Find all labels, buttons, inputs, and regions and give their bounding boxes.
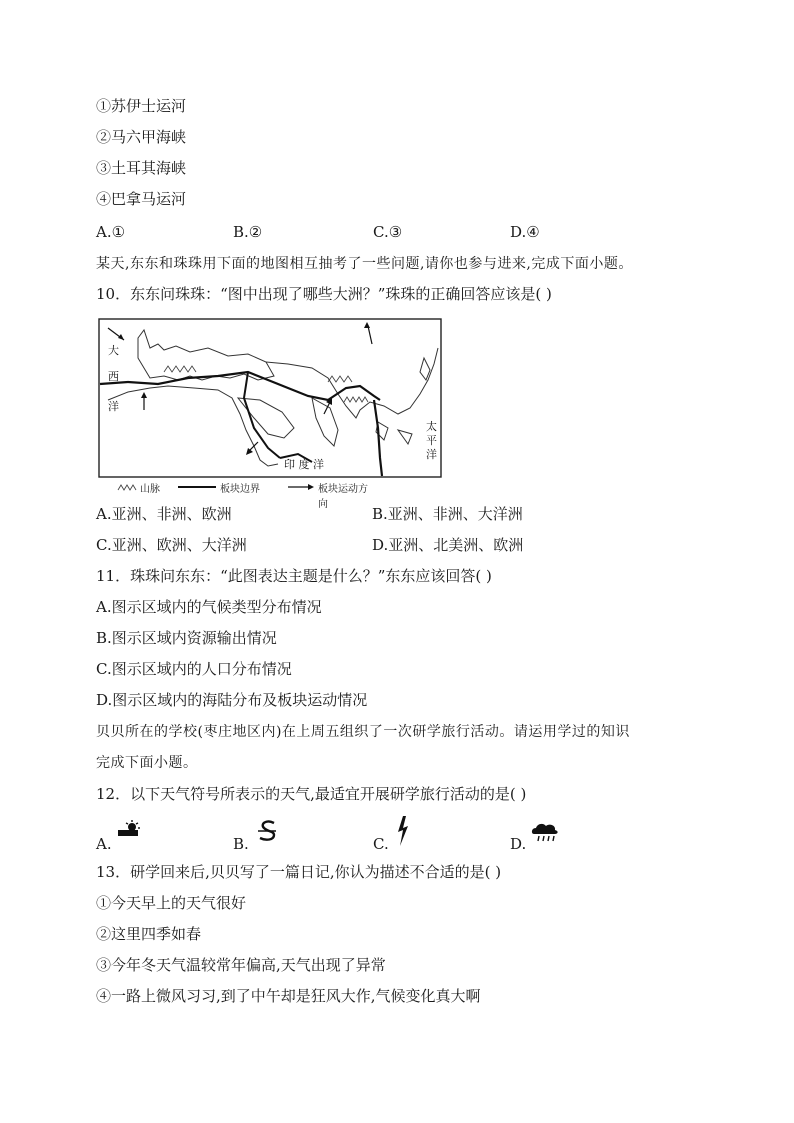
sandstorm-icon [116,820,142,844]
map-label-yang: 洋 [108,400,119,413]
q10-choice-b: B.亚洲、非洲、大洋洲 [372,505,523,523]
map-label-pacific-2: 平 [426,434,437,447]
q13-item-4: ④一路上微风习习,到了中午却是狂风大作,气候变化真大啊 [96,987,481,1005]
rain-icon [531,822,559,848]
typhoon-icon [254,818,280,848]
legend-boundary: 板块边界 [220,484,260,495]
q9-option-4: ④巴拿马运河 [96,190,187,208]
map-legend [116,479,376,510]
q9-option-2: ②马六甲海峡 [96,128,187,146]
map-label-pacific-1: 太 [426,420,437,433]
q11-choice-c: C.图示区域内的人口分布情况 [96,660,292,678]
q10-choice-c: C.亚洲、欧洲、大洋洲 [96,536,247,554]
q12-choice-b: B. [233,835,249,853]
legend-mountain: 山脉 [140,484,160,495]
q13-item-1: ①今天早上的天气很好 [96,894,247,912]
q13-item-3: ③今年冬天气温较常年偏高,天气出现了异常 [96,956,386,974]
q9-choice-c: C.③ [373,223,403,241]
mountain-icon [118,485,136,490]
q11-choice-d: D.图示区域内的海陆分布及板块运动情况 [96,691,368,709]
q11-choice-b: B.图示区域内资源输出情况 [96,629,277,647]
q11-choice-a: A.图示区域内的气候类型分布情况 [96,598,322,616]
map-label-xi: 西 [108,370,119,383]
map-label-indian: 印 度 洋 [284,458,324,471]
q10-choice-d: D.亚洲、北美洲、欧洲 [372,536,524,554]
q12-stem: 12．以下天气符号所表示的天气,最适宜开展研学旅行活动的是( ) [96,785,527,803]
q10-stem: 10．东东问珠珠：“图中出现了哪些大洲？”珠珠的正确回答应该是( ) [96,285,552,303]
q9-choice-a: A.① [96,223,126,241]
q9-choice-d: D.④ [510,223,540,241]
q11-stem: 11．珠珠问东东：“此图表达主题是什么？”东东应该回答( ) [96,567,492,585]
intro-text-1: 某天,东东和珠珠用下面的地图相互抽考了一些问题,请你也参与进来,完成下面小题。 [96,256,633,272]
plate-map-svg [98,318,442,478]
q10-choice-a: A.亚洲、非洲、欧洲 [96,505,232,523]
q13-stem: 13．研学回来后,贝贝写了一篇日记,你认为描述不合适的是( ) [96,863,502,881]
q12-choice-c: C. [373,835,389,853]
legend-motion: 板块运动方向 [318,484,368,510]
q9-option-3: ③土耳其海峡 [96,159,187,177]
q13-item-2: ②这里四季如春 [96,925,202,943]
map-label-da: 大 [108,344,119,357]
q12-choice-d: D. [510,835,527,853]
q9-option-1: ①苏伊士运河 [96,97,187,115]
plate-map [98,318,442,478]
q12-choice-a: A. [96,835,112,853]
intro-text-2a: 贝贝所在的学校(枣庄地区内)在上周五组织了一次研学旅行活动。请运用学过的知识 [96,724,630,740]
map-label-pacific-3: 洋 [426,448,437,461]
thunder-icon [394,816,412,852]
intro-text-2b: 完成下面小题。 [96,755,198,771]
q9-choice-b: B.② [233,223,263,241]
